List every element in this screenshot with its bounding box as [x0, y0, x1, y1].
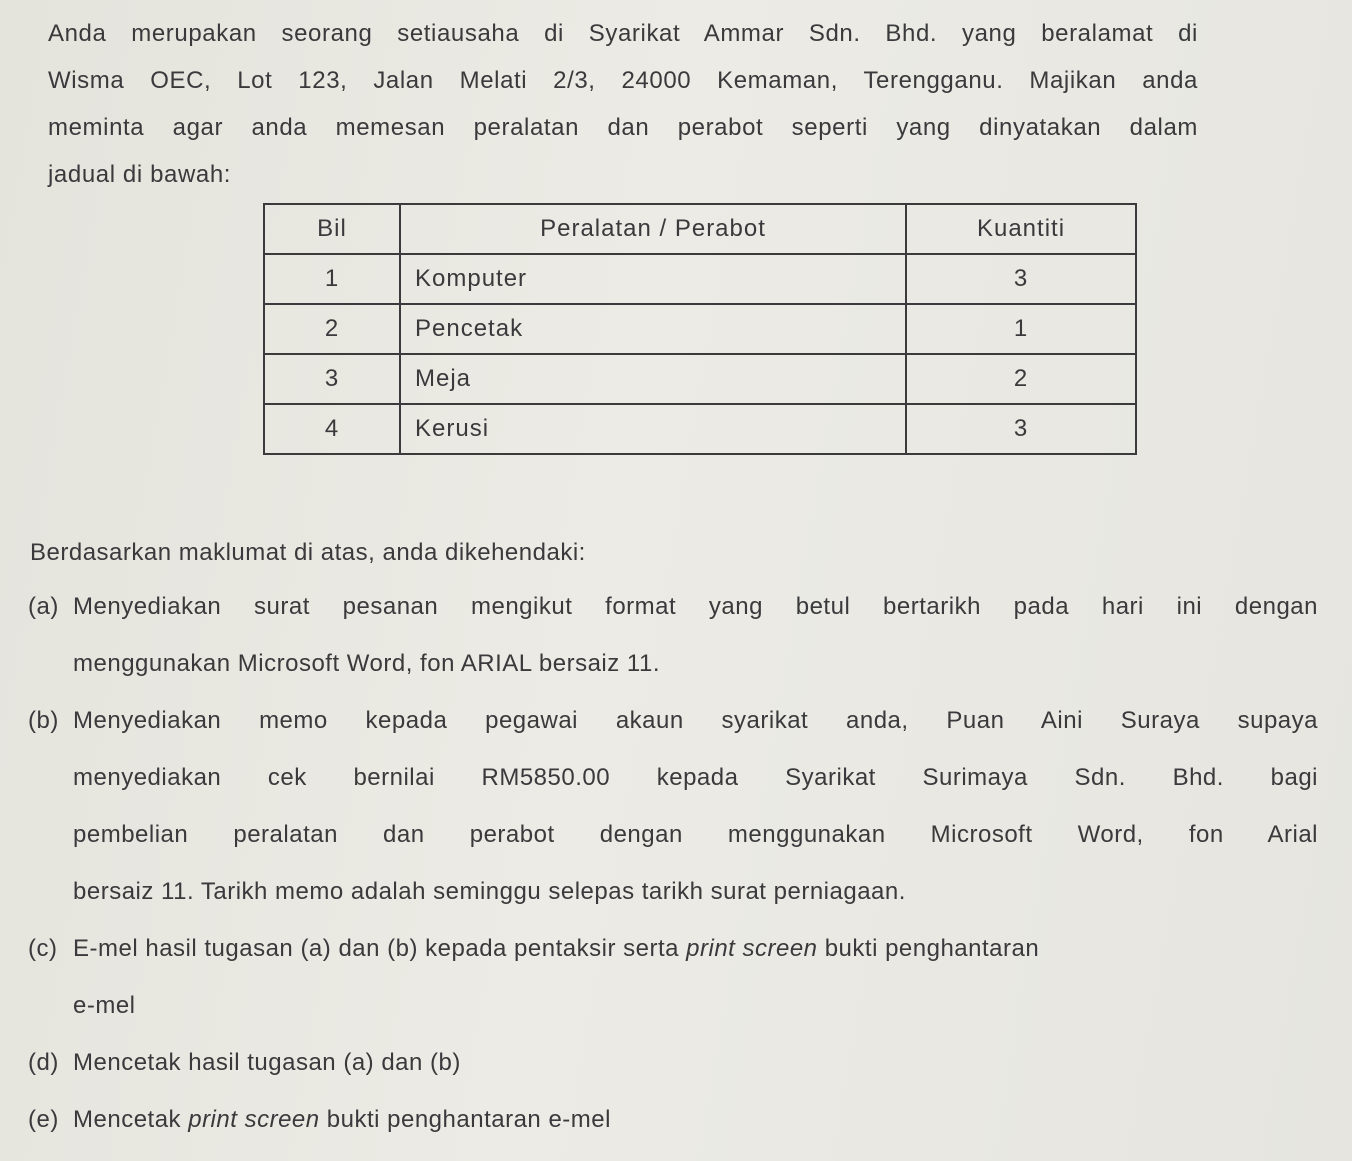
table-row: [264, 404, 1136, 454]
instructions-lead: Berdasarkan maklumat di atas, anda dikehendaki:: [30, 539, 586, 566]
equipment-table: [263, 203, 1137, 455]
task-line: [73, 920, 1318, 977]
task-marker: (b): [28, 707, 59, 734]
task-text: bukti penghantaran e-mel: [319, 1106, 611, 1133]
cell-bil: 4: [264, 404, 400, 454]
task-text: Mencetak: [73, 1106, 189, 1133]
table-row: [264, 354, 1136, 404]
instructions-section: [28, 528, 1318, 1148]
cell-bil: 2: [264, 304, 400, 354]
task-marker: (c): [28, 935, 58, 962]
task-line: [73, 1091, 1318, 1148]
task-b: [28, 692, 1318, 920]
task-line: e-mel: [73, 992, 136, 1019]
cell-item: Komputer: [400, 254, 906, 304]
cell-item: Meja: [400, 354, 906, 404]
task-marker: (d): [28, 1049, 59, 1076]
task-line: menggunakan Microsoft Word, fon ARIAL bersaiz 11.: [73, 650, 661, 677]
table-row: [264, 254, 1136, 304]
intro-paragraph: [48, 10, 1198, 198]
table-header-row: [264, 204, 1136, 254]
cell-quantity: 1: [906, 304, 1136, 354]
task-line: pembelian peralatan dan perabot dengan menggunakan Microsoft Word, fon Arial: [73, 821, 1318, 848]
header-quantity: Kuantiti: [906, 204, 1136, 254]
cell-item: Pencetak: [400, 304, 906, 354]
cell-quantity: 3: [906, 404, 1136, 454]
header-item: Peralatan / Perabot: [400, 204, 906, 254]
task-text: bukti penghantaran: [817, 935, 1040, 962]
task-line: Mencetak hasil tugasan (a) dan (b): [73, 1049, 461, 1076]
cell-bil: 1: [264, 254, 400, 304]
cell-quantity: 2: [906, 354, 1136, 404]
task-italic-text: print screen: [188, 1106, 320, 1133]
task-d: [28, 1034, 1318, 1091]
task-text: E-mel hasil tugasan (a) dan (b) kepada pentaksir serta: [73, 935, 687, 962]
task-marker: (a): [28, 593, 59, 620]
task-line: bersaiz 11. Tarikh memo adalah seminggu selepas tarikh surat perniagaan.: [73, 878, 906, 905]
table-row: [264, 304, 1136, 354]
intro-line: meminta agar anda memesan peralatan dan perabot seperti yang dinyatakan dalam: [48, 114, 1198, 141]
task-line: Menyediakan memo kepada pegawai akaun syarikat anda, Puan Aini Suraya supaya: [73, 707, 1318, 734]
cell-item: Kerusi: [400, 404, 906, 454]
cell-quantity: 3: [906, 254, 1136, 304]
task-e: [28, 1091, 1318, 1148]
intro-line: jadual di bawah:: [48, 161, 232, 188]
intro-line: Anda merupakan seorang setiausaha di Syarikat Ammar Sdn. Bhd. yang beralamat di: [48, 20, 1198, 47]
task-marker: (e): [28, 1106, 59, 1133]
header-bil: Bil: [264, 204, 400, 254]
task-italic-text: print screen: [686, 935, 818, 962]
cell-bil: 3: [264, 354, 400, 404]
task-c: [28, 920, 1318, 1034]
task-line: Menyediakan surat pesanan mengikut format yang betul bertarikh pada hari ini dengan: [73, 593, 1318, 620]
task-a: [28, 578, 1318, 692]
task-line: menyediakan cek bernilai RM5850.00 kepada Syarikat Surimaya Sdn. Bhd. bagi: [73, 764, 1318, 791]
intro-line: Wisma OEC, Lot 123, Jalan Melati 2/3, 24000 Kemaman, Terengganu. Majikan anda: [48, 67, 1198, 94]
